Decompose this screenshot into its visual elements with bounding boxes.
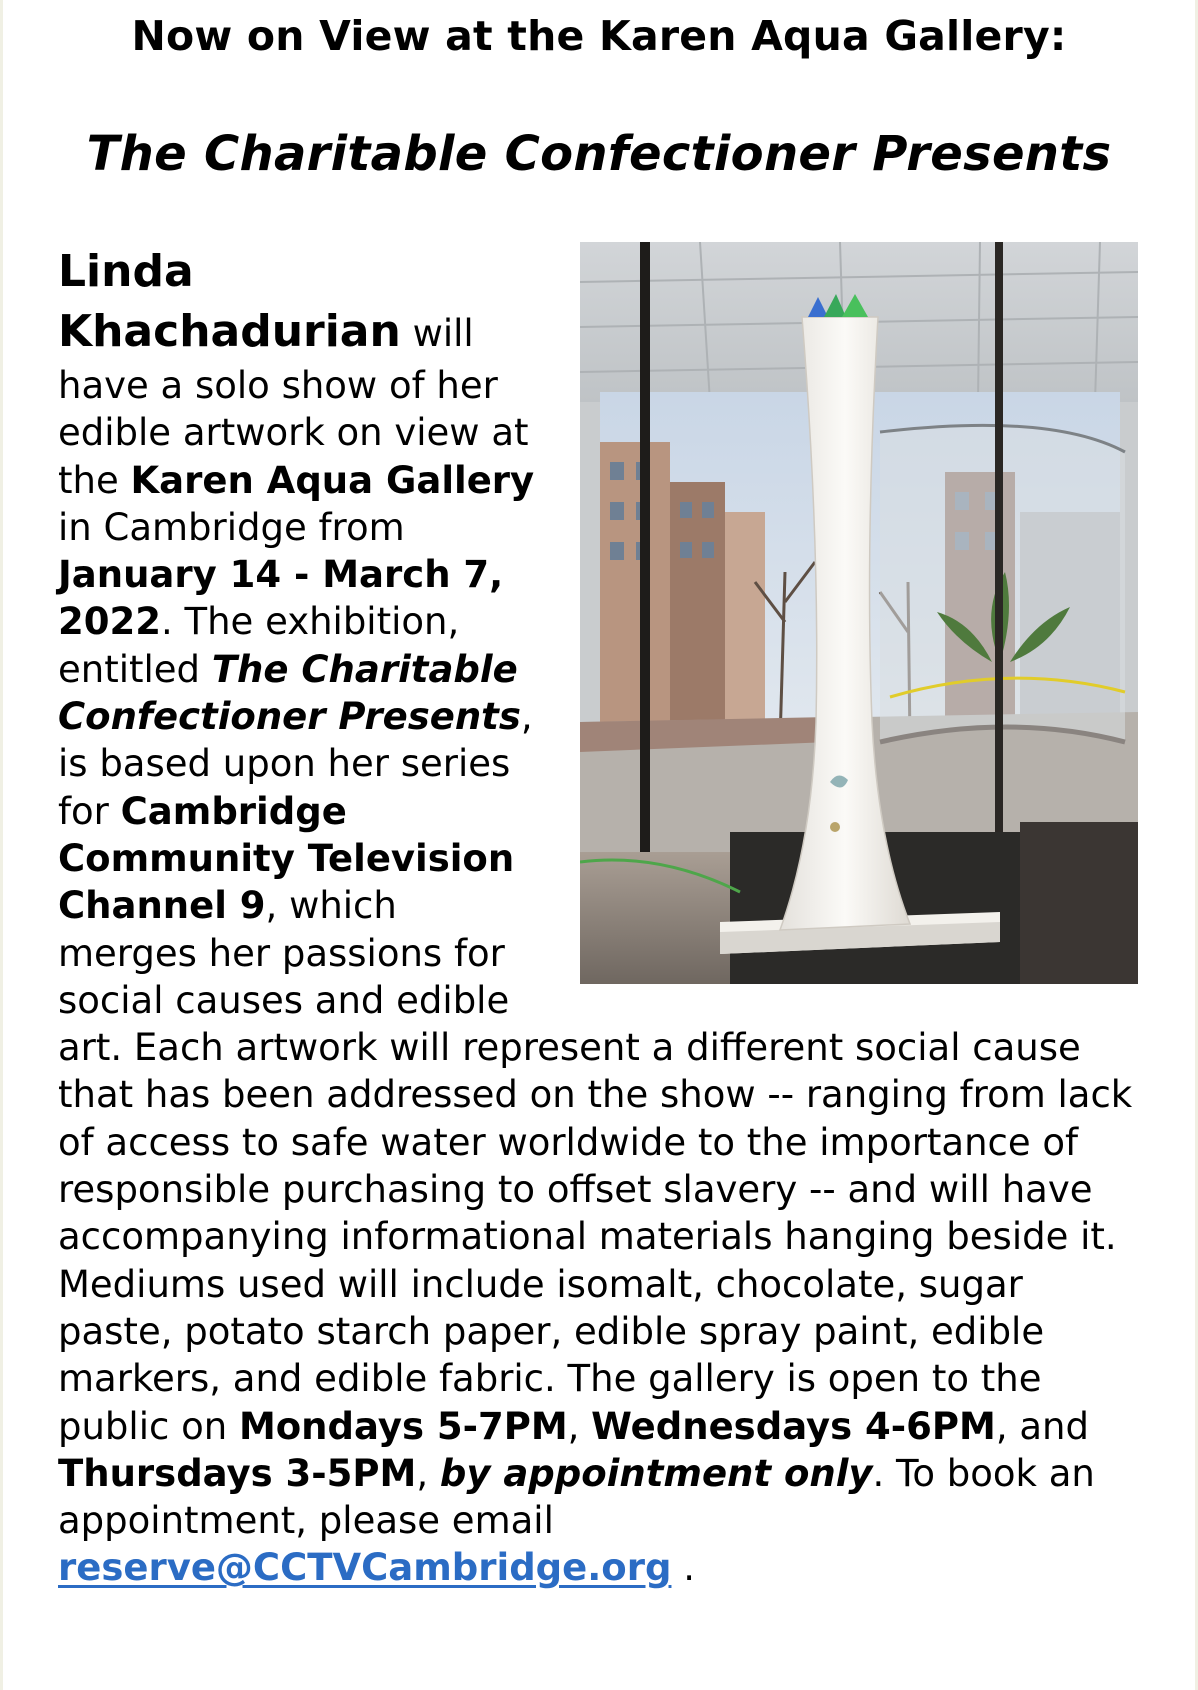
page-left-edge — [0, 0, 3, 1690]
hours-wednesday: Wednesdays 4-6PM — [591, 1404, 996, 1448]
body-text-5: , which merges her passions for social causes and edible art. Each artwork will represent a different social cause that has been addressed on the show -- ranging from lack of access to safe water worldwide to the importance of responsible purchasing to offset slavery -- and will have accompanying informational materials hanging beside it. Mediums used will include isomalt, chocolate, sugar paste, potato starch paper, edible spray paint, edible markers, and edible fabric. The gallery is open to the public on — [58, 884, 1133, 1448]
reservation-email-link[interactable]: reserve@CCTVCambridge.org — [58, 1546, 672, 1590]
exhibition-subtitle: The Charitable Confectioner Presents — [86, 126, 1112, 182]
artist-name: Linda Khachadurian — [58, 246, 401, 357]
body-text-9: . To book an appointment, please email — [58, 1451, 1095, 1543]
hours-monday: Mondays 5-7PM — [238, 1404, 568, 1448]
artwork-photo — [580, 242, 1138, 984]
body-text-10: . — [671, 1546, 695, 1590]
body-text-7: , and — [995, 1404, 1089, 1448]
exhibition-title: The Charitable Confectioner Presents — [58, 647, 521, 739]
announcement-body — [58, 242, 1138, 1592]
appointment-note: by appointment only — [439, 1451, 873, 1495]
body-text-1: will have a solo show of her edible artwork on view at the — [58, 312, 529, 502]
hours-thursday: Thursdays 3-5PM — [58, 1451, 417, 1495]
body-text-8: , — [416, 1451, 440, 1495]
artwork-photo-illustration — [580, 242, 1138, 984]
body-text-2: in Cambridge from — [58, 505, 405, 549]
body-text-4: , is based upon her series for — [58, 695, 533, 833]
body-text-6: , — [567, 1404, 592, 1448]
body-text-3: . The exhibition, entitled — [58, 600, 460, 691]
exhibition-dates: January 14 - March 7, 2022 — [58, 553, 504, 644]
page-title: Now on View at the Karen Aqua Gallery: — [131, 12, 1067, 60]
gallery-name: Karen Aqua Gallery — [130, 458, 535, 502]
series-channel: Cambridge Community Television Channel 9 — [58, 789, 515, 928]
